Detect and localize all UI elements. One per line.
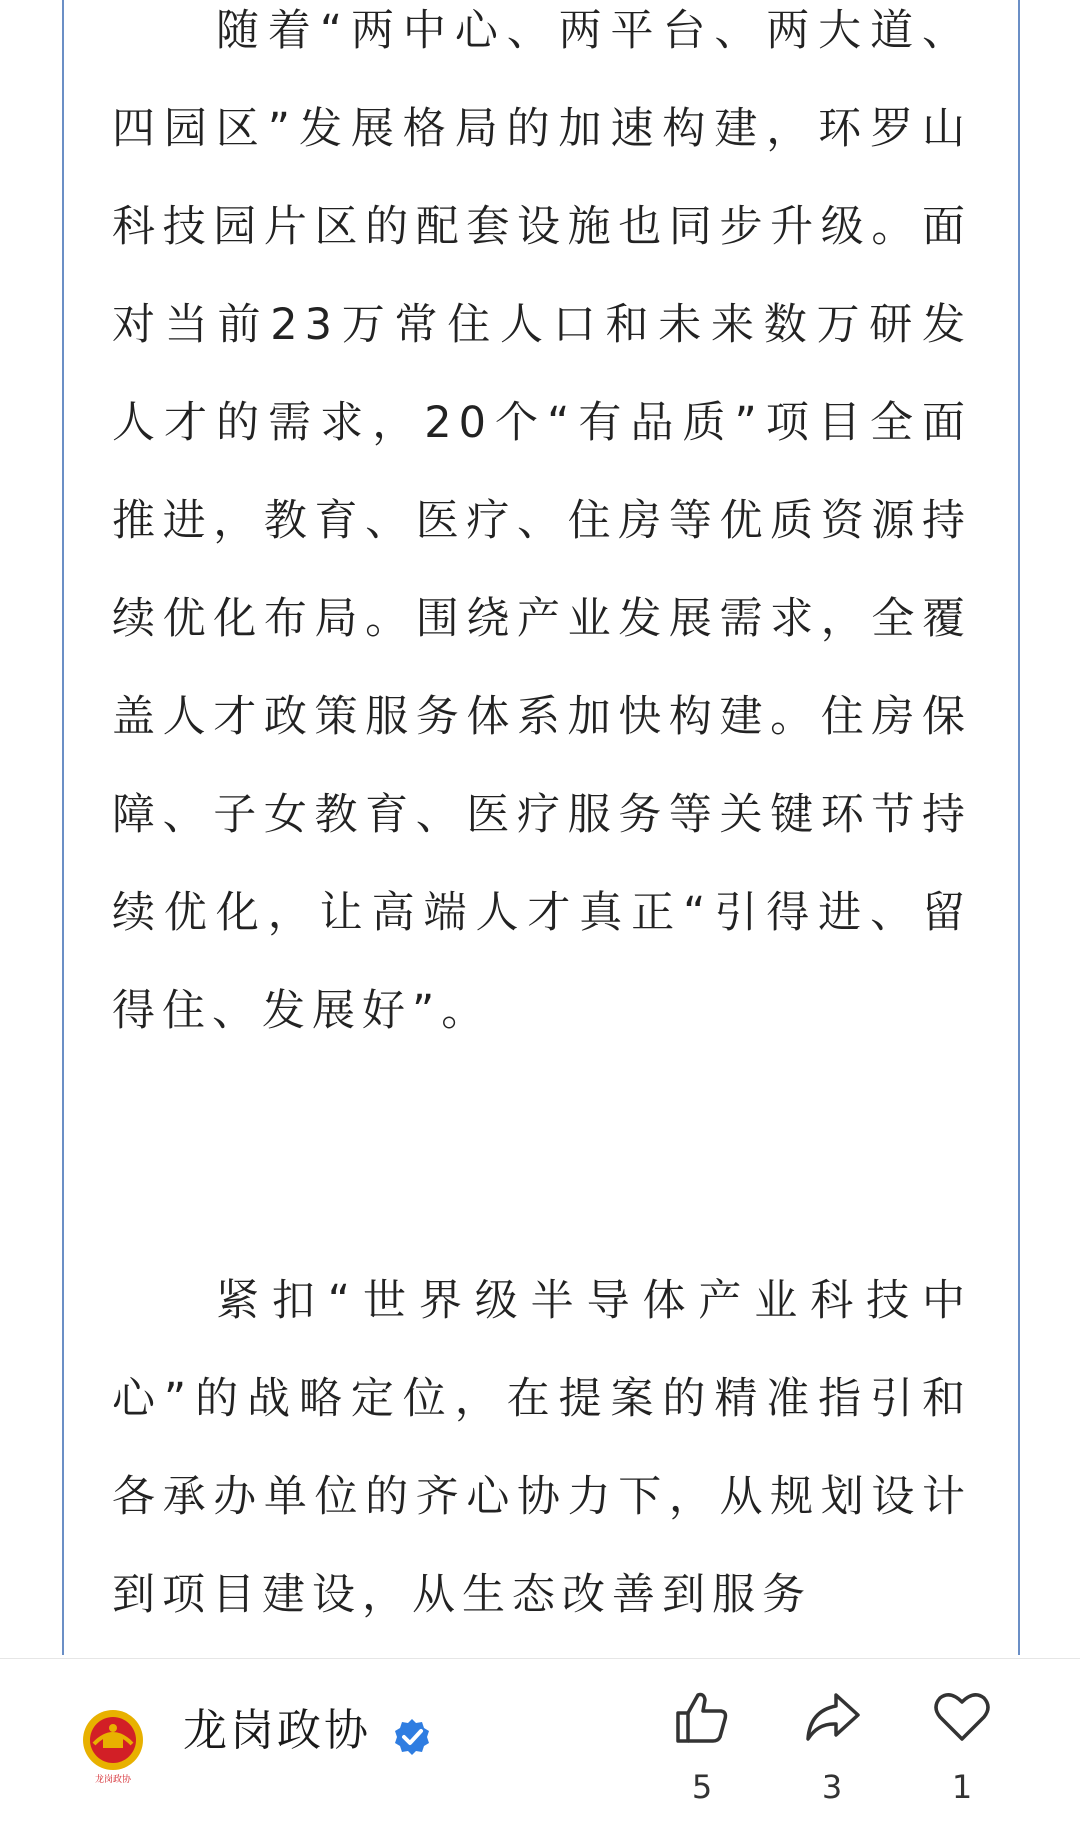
thumbs-up-icon: [672, 1687, 732, 1747]
like-count: 5: [691, 1768, 713, 1806]
account-avatar[interactable]: [72, 1704, 154, 1786]
share-count: 3: [821, 1768, 843, 1806]
bottom-action-bar: [0, 1658, 1080, 1834]
article-paragraph-1: 随着“两中心、两平台、两大道、四园区”发展格局的加速构建，环罗山科技园片区的配套设施也同步升级。面对当前23万常住人口和未来数万研发人才的需求，20个“有品质”项目全面推进，教育、医疗、住房等优质资源持续优化布局。围绕产业发展需求，全覆盖人才政策服务体系加快构建。住房保障、子女教育、医疗服务等关键环节持续优化，让高端人才真正“引得进、留得住、发展好”。: [112, 6, 972, 1036]
favorite-count: 1: [951, 1768, 973, 1806]
article-paragraph-2: 紧扣“世界级半导体产业科技中心”的战略定位，在提案的精准指引和各承办单位的齐心协力下，从规划设计到项目建设，从生态改善到服务: [112, 1276, 972, 1620]
logo-text: 龙岗政协: [94, 1775, 132, 1785]
cppcc-emblem-icon: [72, 1704, 154, 1786]
like-button[interactable]: [657, 1687, 747, 1817]
share-arrow-icon: [802, 1687, 862, 1747]
heart-icon: [932, 1687, 992, 1747]
share-button[interactable]: [787, 1687, 877, 1817]
verified-badge-icon: [392, 1717, 432, 1757]
account-name[interactable]: 龙岗政协: [183, 1705, 371, 1756]
favorite-button[interactable]: [917, 1687, 1007, 1817]
